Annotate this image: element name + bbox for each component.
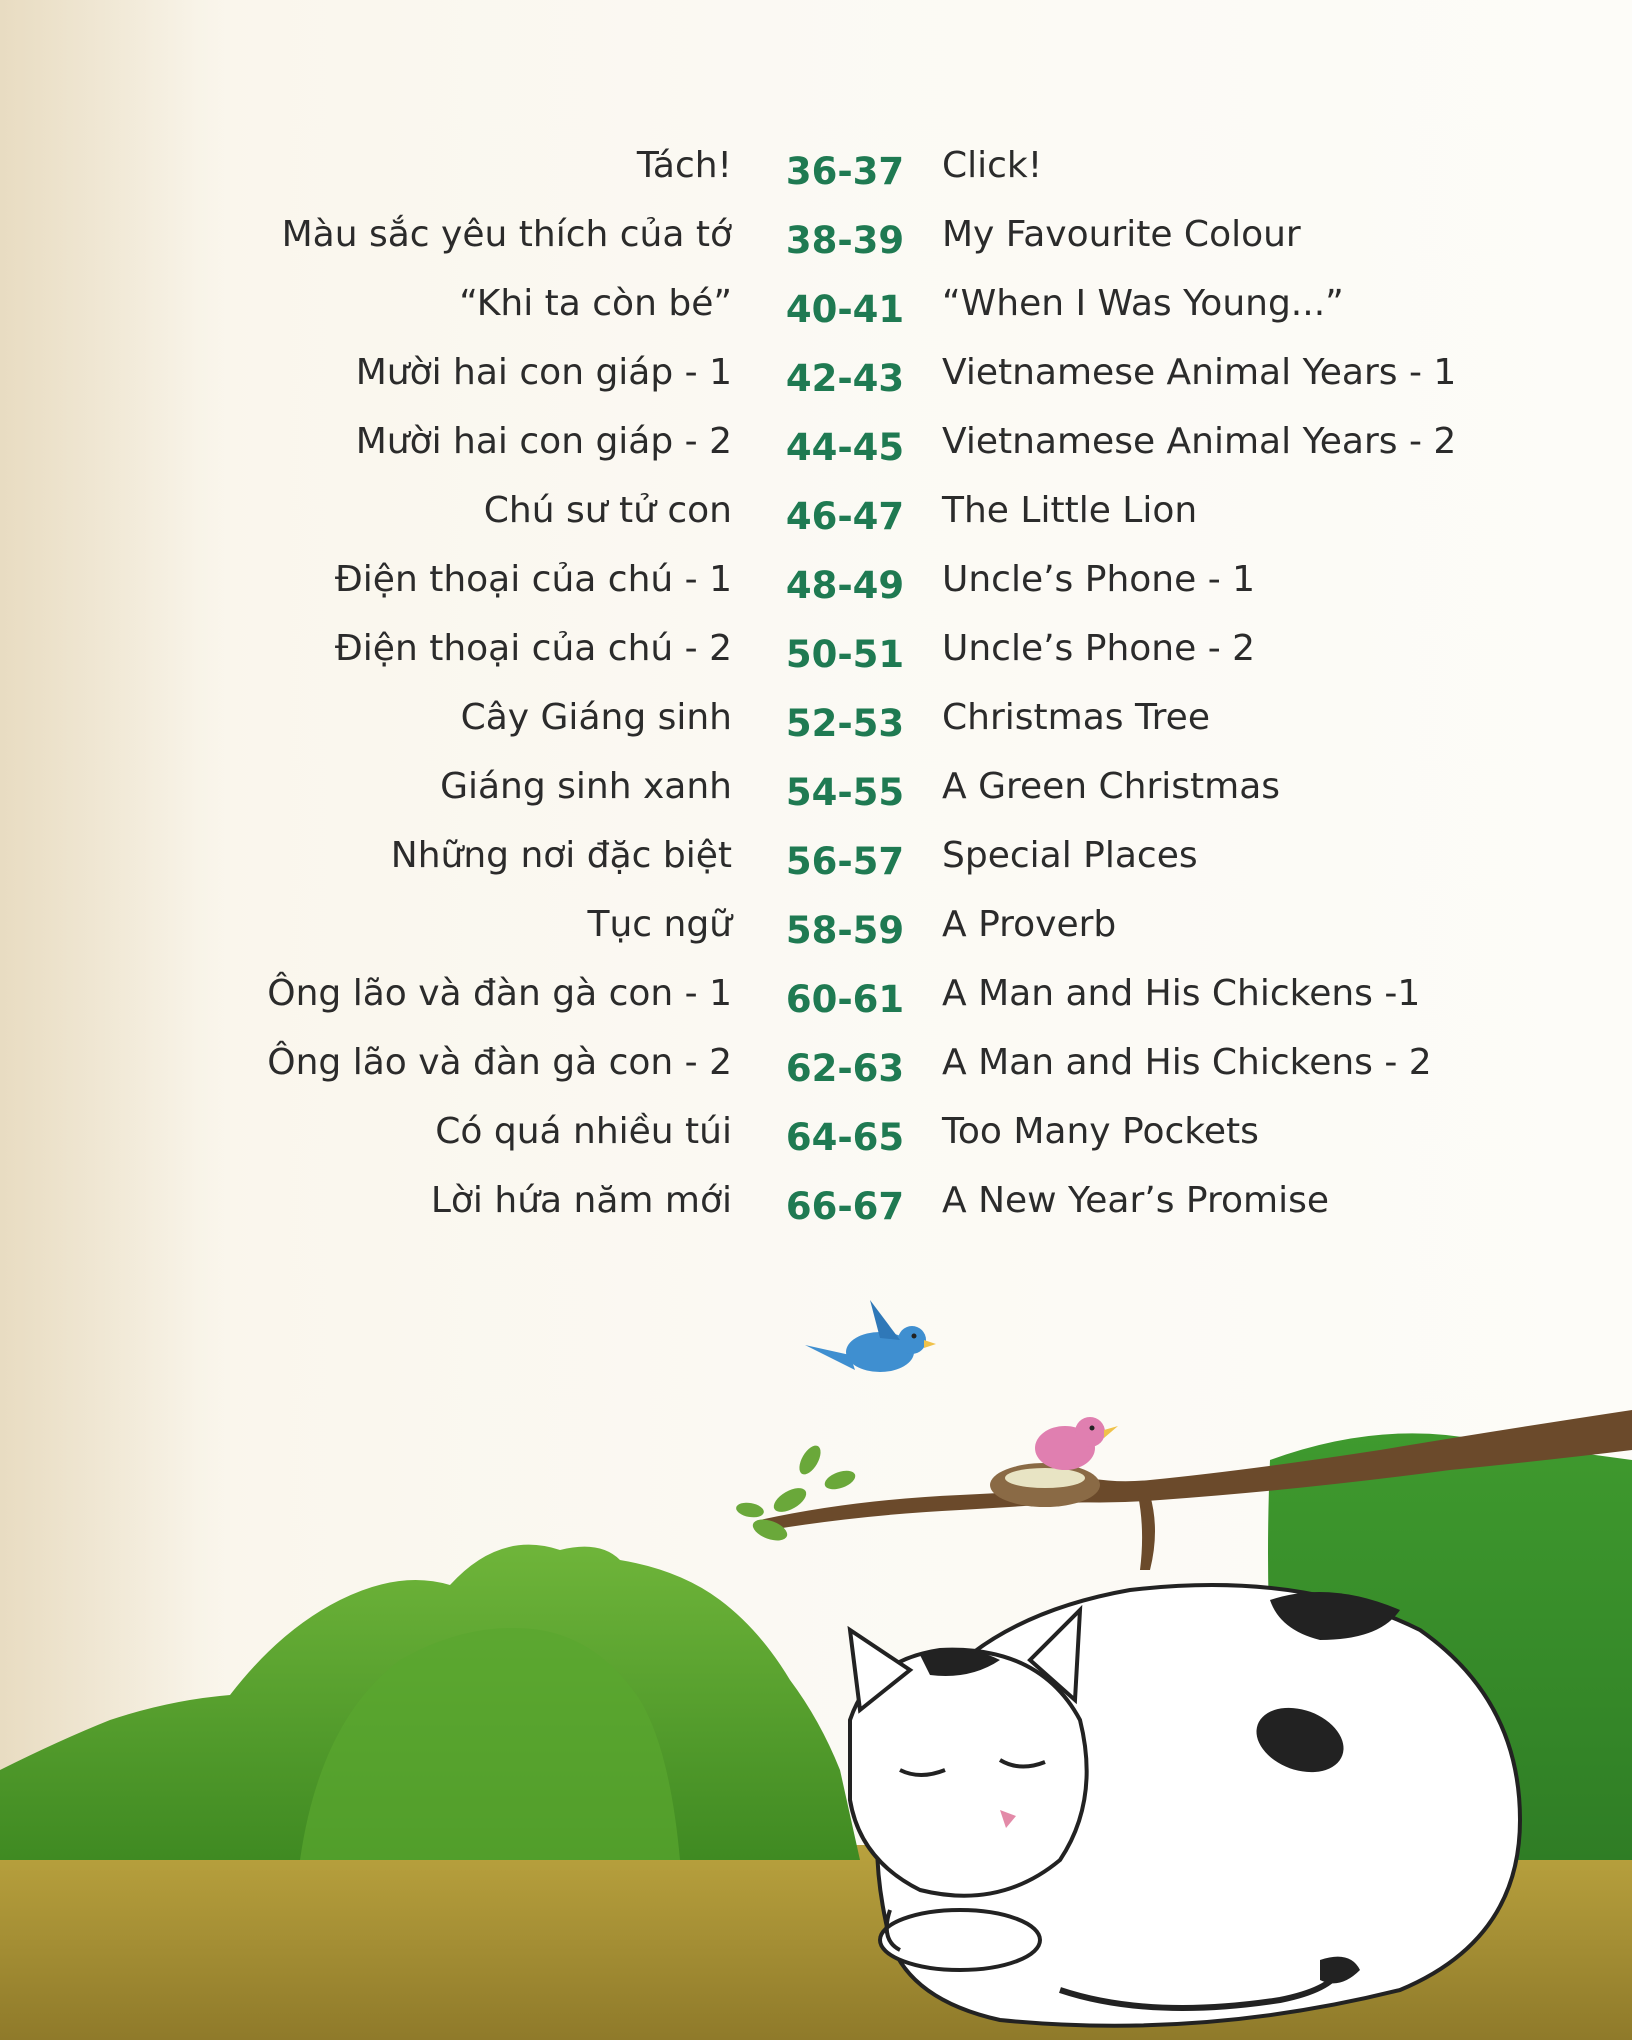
- toc-title-en: Vietnamese Animal Years - 1: [942, 352, 1457, 393]
- toc-page-range: 54-55: [785, 771, 905, 814]
- toc-title-vi: Tục ngữ: [587, 904, 732, 945]
- toc-row: [0, 619, 1632, 679]
- toc-row: [0, 1102, 1632, 1162]
- toc-page-range: 56-57: [785, 840, 905, 883]
- toc-row: [0, 481, 1632, 541]
- toc-title-vi: Mười hai con giáp - 2: [355, 421, 732, 462]
- toc-row: [0, 1033, 1632, 1093]
- toc-title-en: Too Many Pockets: [942, 1111, 1259, 1152]
- toc-title-en: Uncle’s Phone - 2: [942, 628, 1256, 669]
- toc-title-vi: Màu sắc yêu thích của tớ: [281, 214, 732, 255]
- toc-row: [0, 343, 1632, 403]
- toc-page-range: 44-45: [785, 426, 905, 469]
- toc-page-range: 40-41: [785, 288, 905, 331]
- toc-page-range: 64-65: [785, 1116, 905, 1159]
- toc-title-en: Special Places: [942, 835, 1198, 876]
- toc-row: [0, 274, 1632, 334]
- toc-title-en: A New Year’s Promise: [942, 1180, 1329, 1221]
- toc-title-vi: Tách!: [636, 145, 732, 186]
- pink-bird-icon: [1035, 1417, 1118, 1470]
- toc-title-vi: Ông lão và đàn gà con - 1: [267, 973, 732, 1014]
- toc-title-en: Christmas Tree: [942, 697, 1210, 738]
- sleeping-cat-icon: [850, 1585, 1520, 2026]
- toc-title-vi: Lời hứa năm mới: [430, 1180, 732, 1221]
- toc-title-vi: Những nơi đặc biệt: [390, 835, 732, 876]
- toc-title-en: A Man and His Chickens -1: [942, 973, 1421, 1014]
- toc-row: [0, 826, 1632, 886]
- toc-page-range: 58-59: [785, 909, 905, 952]
- toc-page-range: 36-37: [785, 150, 905, 193]
- toc-title-en: Uncle’s Phone - 1: [942, 559, 1256, 600]
- toc-title-vi: Mười hai con giáp - 1: [355, 352, 732, 393]
- toc-page-range: 48-49: [785, 564, 905, 607]
- nest-icon: [990, 1463, 1100, 1507]
- toc-row: [0, 895, 1632, 955]
- toc-title-vi: “Khi ta còn bé”: [459, 283, 732, 324]
- cat-illustration: [0, 1300, 1632, 2040]
- toc-page-range: 66-67: [785, 1185, 905, 1228]
- toc-title-en: A Green Christmas: [942, 766, 1281, 807]
- toc-title-vi: Giáng sinh xanh: [440, 766, 732, 807]
- toc-title-vi: Điện thoại của chú - 2: [334, 628, 732, 669]
- toc-row: [0, 412, 1632, 472]
- toc-page-range: 38-39: [785, 219, 905, 262]
- toc-row: [0, 205, 1632, 265]
- toc-title-vi: Cây Giáng sinh: [460, 697, 732, 738]
- toc-title-en: A Proverb: [942, 904, 1117, 945]
- toc-title-en: A Man and His Chickens - 2: [942, 1042, 1432, 1083]
- toc-title-en: Click!: [942, 145, 1043, 186]
- toc-page-range: 60-61: [785, 978, 905, 1021]
- toc-page-range: 50-51: [785, 633, 905, 676]
- toc-title-en: The Little Lion: [942, 490, 1198, 531]
- toc-title-vi: Có quá nhiều túi: [435, 1111, 732, 1152]
- toc-title-vi: Ông lão và đàn gà con - 2: [267, 1042, 732, 1083]
- toc-page-range: 46-47: [785, 495, 905, 538]
- toc-row: [0, 757, 1632, 817]
- blue-bird-icon: [805, 1300, 936, 1372]
- toc-row: [0, 136, 1632, 196]
- toc-page-range: 62-63: [785, 1047, 905, 1090]
- toc-page-range: 42-43: [785, 357, 905, 400]
- toc-page-range: 52-53: [785, 702, 905, 745]
- toc-row: [0, 688, 1632, 748]
- toc-title-en: Vietnamese Animal Years - 2: [942, 421, 1457, 462]
- toc-row: [0, 1171, 1632, 1231]
- branch-icon: [1138, 1495, 1155, 1570]
- toc-title-vi: Điện thoại của chú - 1: [334, 559, 732, 600]
- toc-title-en: “When I Was Young...”: [942, 283, 1344, 324]
- toc-title-vi: Chú sư tử con: [483, 490, 732, 531]
- toc-row: [0, 550, 1632, 610]
- toc-title-en: My Favourite Colour: [942, 214, 1301, 255]
- leaf-cluster: [735, 1442, 858, 1544]
- toc-row: [0, 964, 1632, 1024]
